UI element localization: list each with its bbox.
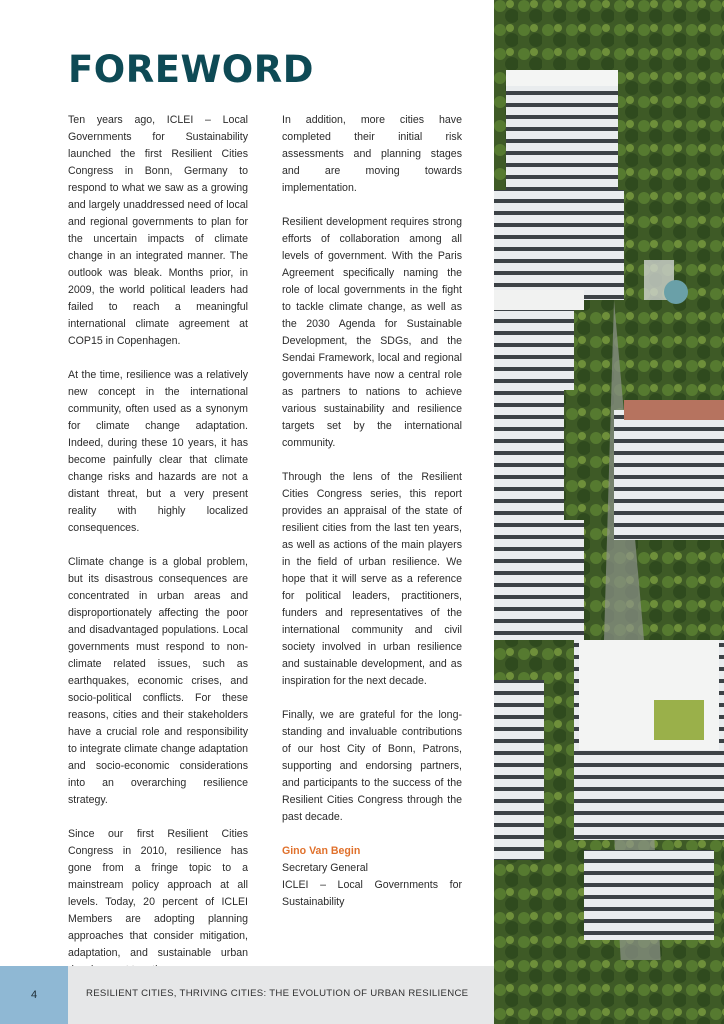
paragraph: Through the lens of the Resilient Cities Congress series, this report provides an appraisal of the state of resilient cities from the last ten years, as well as actions of the main players in the field of urban resilience. We hope that it will serve as a reference for political leaders, practitioners, funders and representatives of the international community and civil society involved in urban resilience and sustainable development, and as inspiration for the next decade. <box>282 471 462 687</box>
paragraph: Since our first Resilient Cities Congress in 2010, resilience has gone from a fringe topic to a mainstream policy approach at all levels. Today, 20 percent of ICLEI Members are adopting planning approaches that consider mitigation, adaptation, and sustainable urban <box>68 828 248 959</box>
paragraph: At the time, resilience was a relatively new concept in the international community, often used as a synonym for climate change adaptation. Indeed, during these 10 years, it has become painfully clear that climate change risks and hazards are not a distant threat, but a very present reality with highly localized consequences. <box>68 369 248 534</box>
paragraph: Finally, we are grateful for the long-standing and invaluable contributions of our host City of Bonn, Patrons, supporting and endorsing partners, and participants to the success of the Resilient Cities Congress through the past decade. <box>282 709 462 823</box>
paragraph: In addition, more cities have completed their initial risk assessments and planning stages and are moving towards implementation. <box>282 114 462 194</box>
paragraph: Resilient development requires strong efforts of collaboration among all levels of government. With the Paris Agreement specifically naming the role of local governments in the fight to tackle climate change, as well as the 2030 Agenda for Sustainable Development, the SDGs, and the Sendai Framework, local and regional governments have now a central role as partners to nations to achieve various sustainability and resilience targets set by the international community. <box>282 216 462 449</box>
text-column-right <box>282 112 462 911</box>
page-title: FOREWORD <box>68 48 314 91</box>
paragraph: Ten years ago, ICLEI – Local Governments for Sustainability launched the first Resilient Cities Congress in Bonn, Germany to respond to what we saw as a growing and largely unaddressed need of local and regional governments to plan for the uncertain impacts of climate change in an integrated manner. The outlook was bleak. Months prior, in 2009, the world political leaders had failed to reach a meaningful international climate agreement at COP15 in Copenhagen. <box>68 114 248 347</box>
text-column-left <box>68 112 248 996</box>
signatory-name: Gino Van Begin <box>282 845 361 857</box>
paragraph: Climate change is a global problem, but its disastrous consequences are concentrated in urban areas and disproportionately affecting the poor and disadvantaged populations. Local governments must respond to non-climate related issues, such as earthquakes, economic crises, and socio-political conflicts. For these reasons, cities and their stakeholders have a crucial role and responsibility to integrate climate change adaptation and socio-economic considerations into an overarching resilience strategy. <box>68 556 248 806</box>
signature-block <box>282 843 462 911</box>
page-number-box <box>0 966 68 1024</box>
page-number: 4 <box>30 989 38 1001</box>
page-footer <box>0 966 494 1024</box>
footer-title: RESILIENT CITIES, THRIVING CITIES: THE EVOLUTION OF URBAN RESILIENCE <box>86 988 469 999</box>
aerial-city-photo <box>494 0 724 1024</box>
signatory-role: Secretary General <box>282 862 368 874</box>
signatory-organization: ICLEI – Local Governments for Sustainability <box>282 879 462 908</box>
